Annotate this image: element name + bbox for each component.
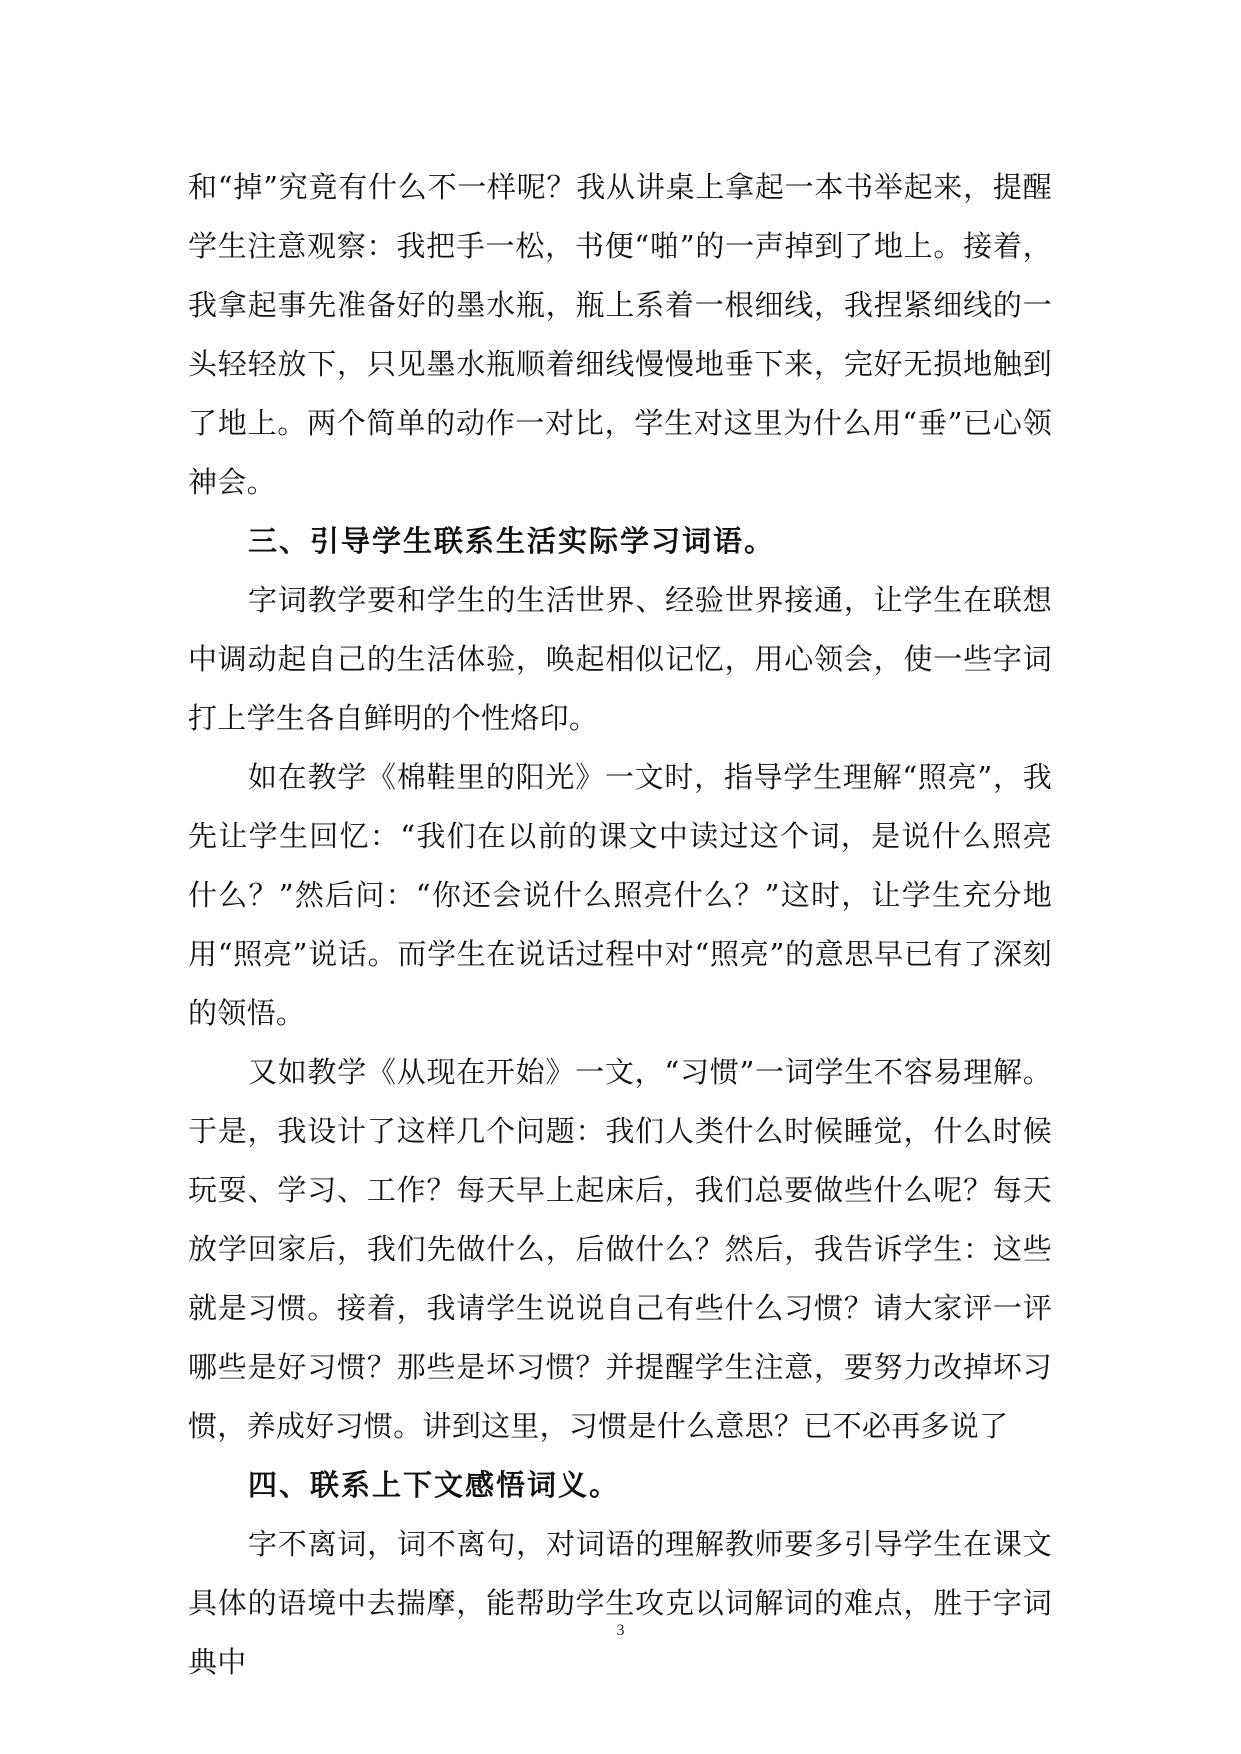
- paragraph-example-xiguan: 又如教学《从现在开始》一文，“习惯”一词学生不容易理解。于是，我设计了这样几个问题：我们人类什么时候睡觉，什么时候玩耍、学习、工作？每天早上起床后，我们总要做些什么呢？每天放学回家后，我们先做什么，后做什么？然后，我告诉学生：这些就是习惯。接着，我请学生说说自己有些什么习惯？请大家评一评哪些是好习惯？那些是坏习惯？并提醒学生注意，要努力改掉坏习惯，养成好习惯。讲到这里，习惯是什么意思？已不必再多说了: [188, 1055, 1052, 1443]
- document-body: [188, 158, 1052, 1692]
- section-heading-four: 四、联系上下文感悟词义。: [248, 1468, 621, 1502]
- paragraph-continuation: 和“掉”究竟有什么不一样呢？我从讲桌上拿起一本书举起来，提醒学生注意观察：我把手一松，书便“啪”的一声掉到了地上。接着，我拿起事先准备好的墨水瓶，瓶上系着一根细线，我捏紧细线的一头轻轻放下，只见墨水瓶顺着细线慢慢地垂下来，完好无损地触到了地上。两个简单的动作一对比，学生对这里为什么用“垂”已心领神会。: [188, 170, 1052, 499]
- page-number: 3: [616, 1622, 625, 1639]
- section-heading-three: 三、引导学生联系生活实际学习词语。: [248, 524, 776, 558]
- paragraph-context: 字不离词，词不离句，对词语的理解教师要多引导学生在课文具体的语境中去揣摩，能帮助学生攻克以词解词的难点，胜于字词典中: [188, 1527, 1052, 1679]
- paragraph-example-zhaoliang: 如在教学《棉鞋里的阳光》一文时，指导学生理解“照亮”，我先让学生回忆：“我们在以前的课文中读过这个词，是说什么照亮什么？”然后问：“你还会说什么照亮什么？”这时，让学生充分地用“照亮”说话。而学生在说话过程中对“照亮”的意思早已有了深刻的领悟。: [188, 760, 1052, 1030]
- paragraph-life-connection: 字词教学要和学生的生活世界、经验世界接通，让学生在联想中调动起自己的生活体验，唤起相似记忆，用心领会，使一些字词打上学生各自鲜明的个性烙印。: [188, 583, 1052, 735]
